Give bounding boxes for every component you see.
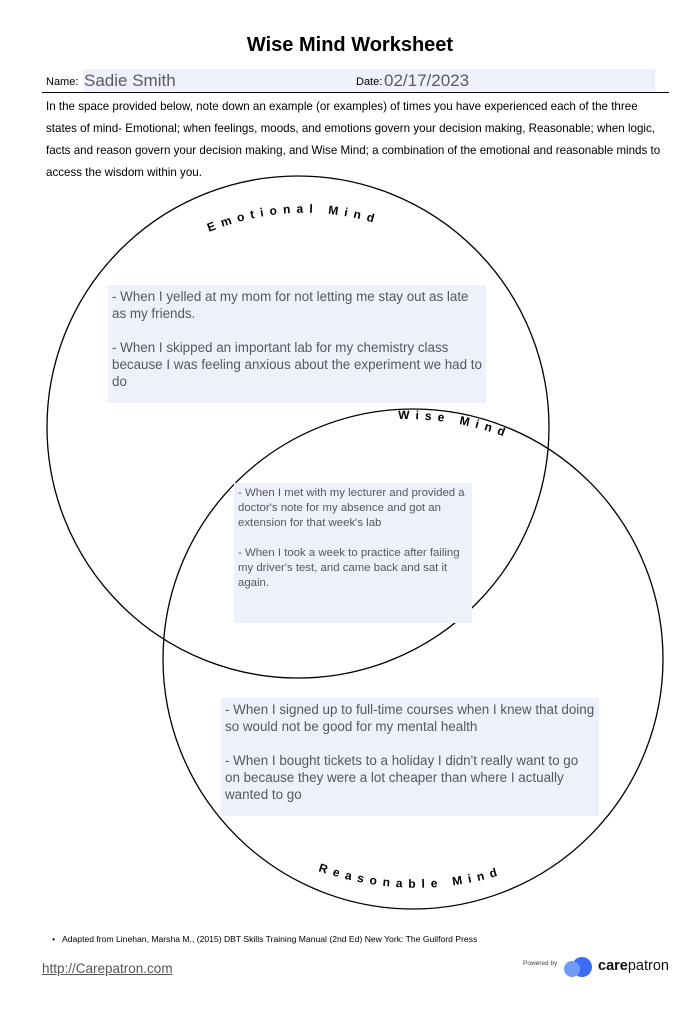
page-title: Wise Mind Worksheet: [246, 34, 454, 56]
powered-by-text: Powered by: [523, 960, 558, 967]
emotional-mind-label: Emotional Mind: [205, 201, 382, 235]
reasonable-mind-response[interactable]: - When I signed up to full-time courses when I knew that doing so would not be good for my mental health - When I bought tickets to a holiday I didn't really want to go on because they were a lot cheaper than where I actually wanted to go: [221, 698, 599, 816]
carepatron-brand: carepatron: [598, 958, 669, 974]
wise-mind-label: Wise Mind: [398, 407, 513, 442]
emotional-mind-response[interactable]: - When I yelled at my mom for not letting me stay out as late as my friends. - When I skipped an important lab for my chemistry class because I was feeling anxious about the experiment we had to do: [108, 285, 486, 403]
name-field[interactable]: Sadie Smith: [84, 71, 176, 90]
carepatron-logo-icon: [563, 956, 593, 978]
instructions-text: In the space provided below, note down an example (or examples) of times you have experienced each of the three states of mind- Emotional; when feelings, moods, and emotions govern your decision making, Reasonable; when logic, facts and reason govern your decision making, and Wise Mind; a combination of the emotional and reasonable minds to access the wisdom within you.: [46, 100, 661, 179]
wise-mind-response[interactable]: - When I met with my lecturer and provided a doctor's note for my absence and got an extension for that week's lab - When I took a week to practice after failing my driver's test, and came back and sat it again.: [234, 483, 472, 623]
date-field[interactable]: 02/17/2023: [384, 71, 470, 90]
carepatron-link[interactable]: http://Carepatron.com: [42, 961, 173, 976]
bullet-icon: •: [52, 934, 56, 944]
citation-text: Adapted from Linehan, Marsha M., (2015) DBT Skills Training Manual (2nd Ed) New York: The Guilford Press: [62, 934, 478, 944]
date-label: Date:: [356, 76, 383, 88]
reasonable-mind-label: Reasonable Mind: [317, 860, 505, 891]
citation-footnote: [52, 934, 477, 944]
name-label: Name:: [46, 76, 79, 88]
